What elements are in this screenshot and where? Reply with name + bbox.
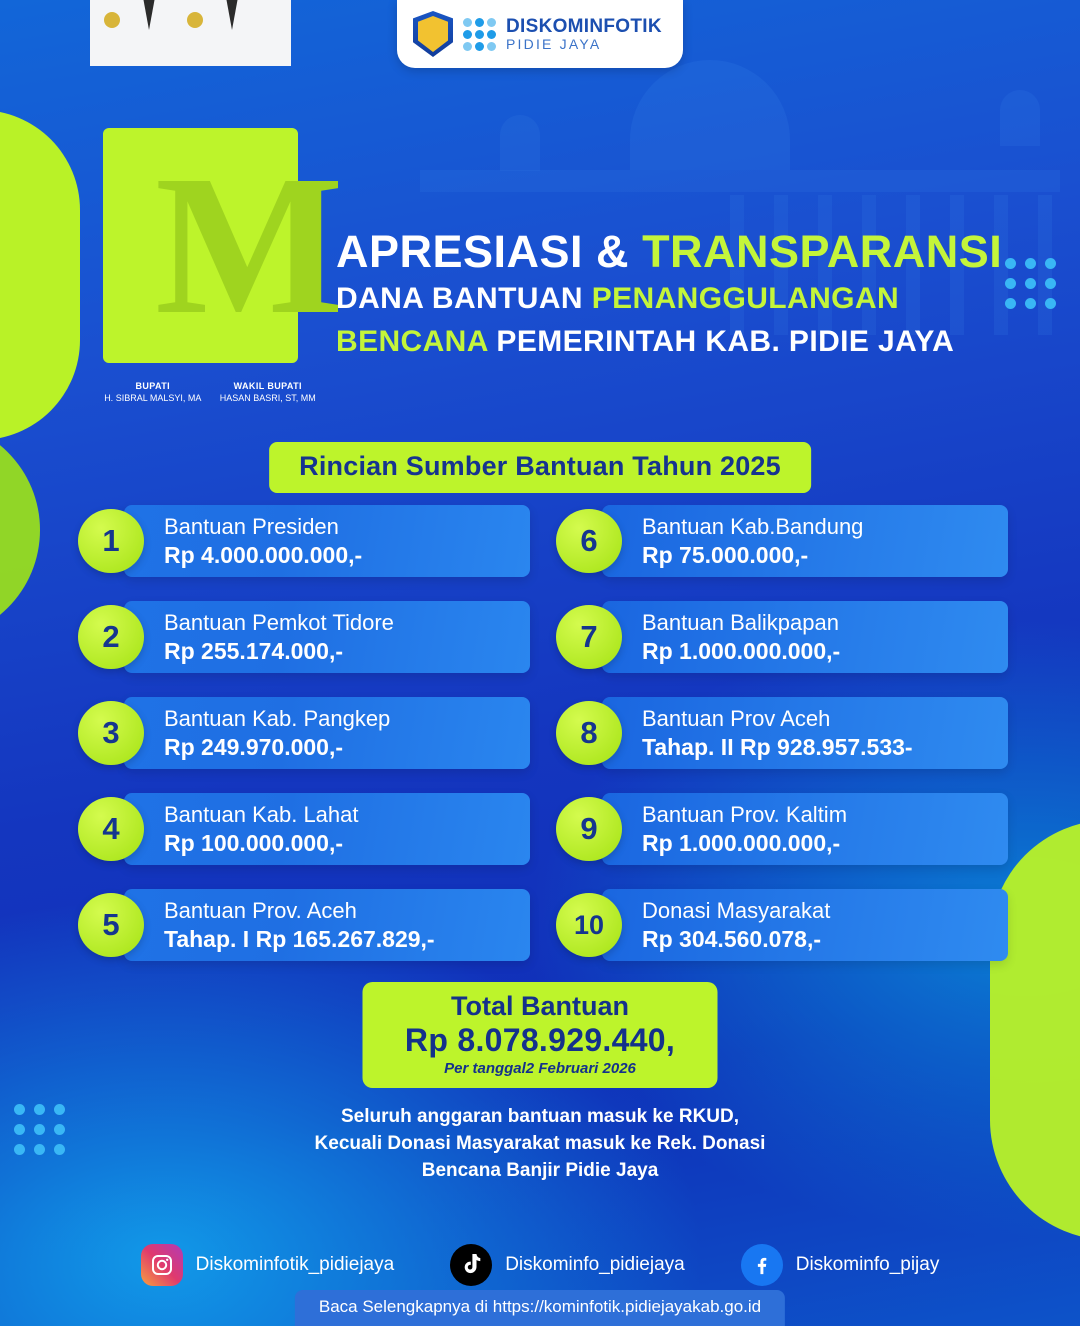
- headline-line-2-accent: PENANGGULANGAN: [591, 282, 900, 316]
- aid-source-list: [78, 505, 1008, 961]
- item-number: 2: [78, 605, 144, 669]
- total-date-note: Per tanggal2 Februari 2026: [444, 1060, 636, 1077]
- green-shape-left-top: [0, 110, 80, 440]
- leader-name: H. SIBRAL MALSYI, MA: [104, 393, 202, 404]
- headline-line-3-accent: BENCANA: [336, 325, 488, 359]
- minaret-shape-left: [500, 115, 540, 171]
- headline-line-3-plain: PEMERINTAH KAB. PIDIE JAYA: [487, 325, 955, 359]
- note-line-2: Kecuali Donasi Masyarakat masuk ke Rek. Donasi: [314, 1132, 766, 1154]
- leader-role: BUPATI: [135, 381, 171, 391]
- item-label: Bantuan Prov Aceh: [642, 706, 831, 731]
- social-handle[interactable]: Diskominfo_pidiejaya: [505, 1254, 685, 1275]
- item-amount: Rp 1.000.000.000,-: [642, 829, 841, 856]
- headline-line-3: [336, 322, 1036, 361]
- item-number: 6: [556, 509, 622, 573]
- social-instagram[interactable]: [141, 1244, 395, 1286]
- list-item: [78, 889, 530, 961]
- footer-link-bar[interactable]: Baca Selengkapnya di https://kominfotik.pidiejayakab.go.id: [295, 1290, 785, 1326]
- list-item: [556, 697, 1008, 769]
- item-label: Bantuan Pemkot Tidore: [164, 610, 394, 635]
- item-label: Donasi Masyarakat: [642, 898, 831, 923]
- item-amount: Rp 75.000.000,-: [642, 541, 809, 568]
- list-item: [78, 505, 530, 577]
- government-crest-icon: [413, 11, 453, 57]
- green-shape-left-bottom: [0, 420, 40, 640]
- item-number: 3: [78, 701, 144, 765]
- item-amount: Rp 255.174.000,-: [164, 637, 344, 664]
- total-card: [363, 982, 718, 1088]
- list-item: [556, 793, 1008, 865]
- brand-region: PIDIE JAYA: [506, 35, 602, 52]
- item-number: 8: [556, 701, 622, 765]
- instagram-icon[interactable]: [141, 1244, 183, 1286]
- item-number: 5: [78, 893, 144, 957]
- social-handle[interactable]: Diskominfo_pijay: [795, 1254, 940, 1275]
- item-label: Bantuan Prov. Kaltim: [642, 802, 848, 827]
- list-item: [556, 889, 1008, 961]
- headline-line-1-accent: TRANSPARANSI: [642, 226, 1003, 277]
- item-amount: Rp 1.000.000.000,-: [642, 637, 841, 664]
- brand-name: DISKOMINFOTIK: [506, 15, 662, 37]
- item-amount: Rp 100.000.000,-: [164, 829, 344, 856]
- minaret-shape-right: [1000, 90, 1040, 146]
- dot-decoration-left: [14, 1104, 65, 1155]
- headline-line-2: [336, 279, 1036, 318]
- total-label: Total Bantuan: [451, 991, 629, 1021]
- headline-line-1-plain: APRESIASI &: [336, 226, 643, 277]
- list-item: [78, 793, 530, 865]
- item-label: Bantuan Kab. Lahat: [164, 802, 359, 827]
- headline-line-1: [336, 228, 1036, 275]
- m-monogram: M: [155, 135, 344, 356]
- item-number: 7: [556, 605, 622, 669]
- brand-header: [397, 0, 683, 68]
- leader-captions: [95, 380, 325, 404]
- note-line-1: Seluruh anggaran bantuan masuk ke RKUD,: [340, 1106, 740, 1127]
- item-amount: Tahap. I Rp 165.267.829,-: [164, 925, 435, 952]
- leader-name: HASAN BASRI, ST, MM: [219, 393, 316, 404]
- portrait-wakil-bupati: [173, 0, 293, 66]
- social-links: [0, 1244, 1080, 1286]
- social-handle[interactable]: Diskominfotik_pidiejaya: [195, 1254, 395, 1275]
- section-title: Rincian Sumber Bantuan Tahun 2025: [269, 442, 811, 493]
- item-label: Bantuan Presiden: [164, 514, 339, 539]
- total-amount: Rp 8.078.929.440,: [404, 1022, 676, 1058]
- dome-shape: [630, 60, 790, 170]
- item-number: 9: [556, 797, 622, 861]
- dot-matrix-logo-icon: [463, 18, 496, 51]
- item-label: Bantuan Kab. Pangkep: [164, 706, 391, 731]
- note-line-3: Bencana Banjir Pidie Jaya: [421, 1159, 659, 1181]
- item-label: Bantuan Prov. Aceh: [164, 898, 357, 923]
- disclaimer-note: [230, 1104, 850, 1185]
- facebook-icon[interactable]: [741, 1244, 783, 1286]
- list-item: [78, 697, 530, 769]
- item-number: 10: [556, 893, 622, 957]
- item-label: Bantuan Kab.Bandung: [642, 514, 864, 539]
- list-item: [556, 601, 1008, 673]
- list-item: [556, 505, 1008, 577]
- item-number: 1: [78, 509, 144, 573]
- item-amount: Rp 249.970.000,-: [164, 733, 344, 760]
- leader-role: WAKIL BUPATI: [233, 381, 302, 391]
- social-facebook[interactable]: [741, 1244, 940, 1286]
- item-number: 4: [78, 797, 144, 861]
- list-item: [78, 601, 530, 673]
- item-amount: Rp 4.000.000.000,-: [164, 541, 363, 568]
- social-tiktok[interactable]: [450, 1244, 685, 1286]
- headline-line-2-plain: DANA BANTUAN: [336, 282, 592, 316]
- item-label: Bantuan Balikpapan: [642, 610, 839, 635]
- headline-block: [336, 228, 1036, 361]
- item-amount: Tahap. II Rp 928.957.533-: [642, 733, 913, 760]
- item-amount: Rp 304.560.078,-: [642, 925, 822, 952]
- tiktok-icon[interactable]: [450, 1244, 492, 1286]
- building-band: [420, 170, 1060, 192]
